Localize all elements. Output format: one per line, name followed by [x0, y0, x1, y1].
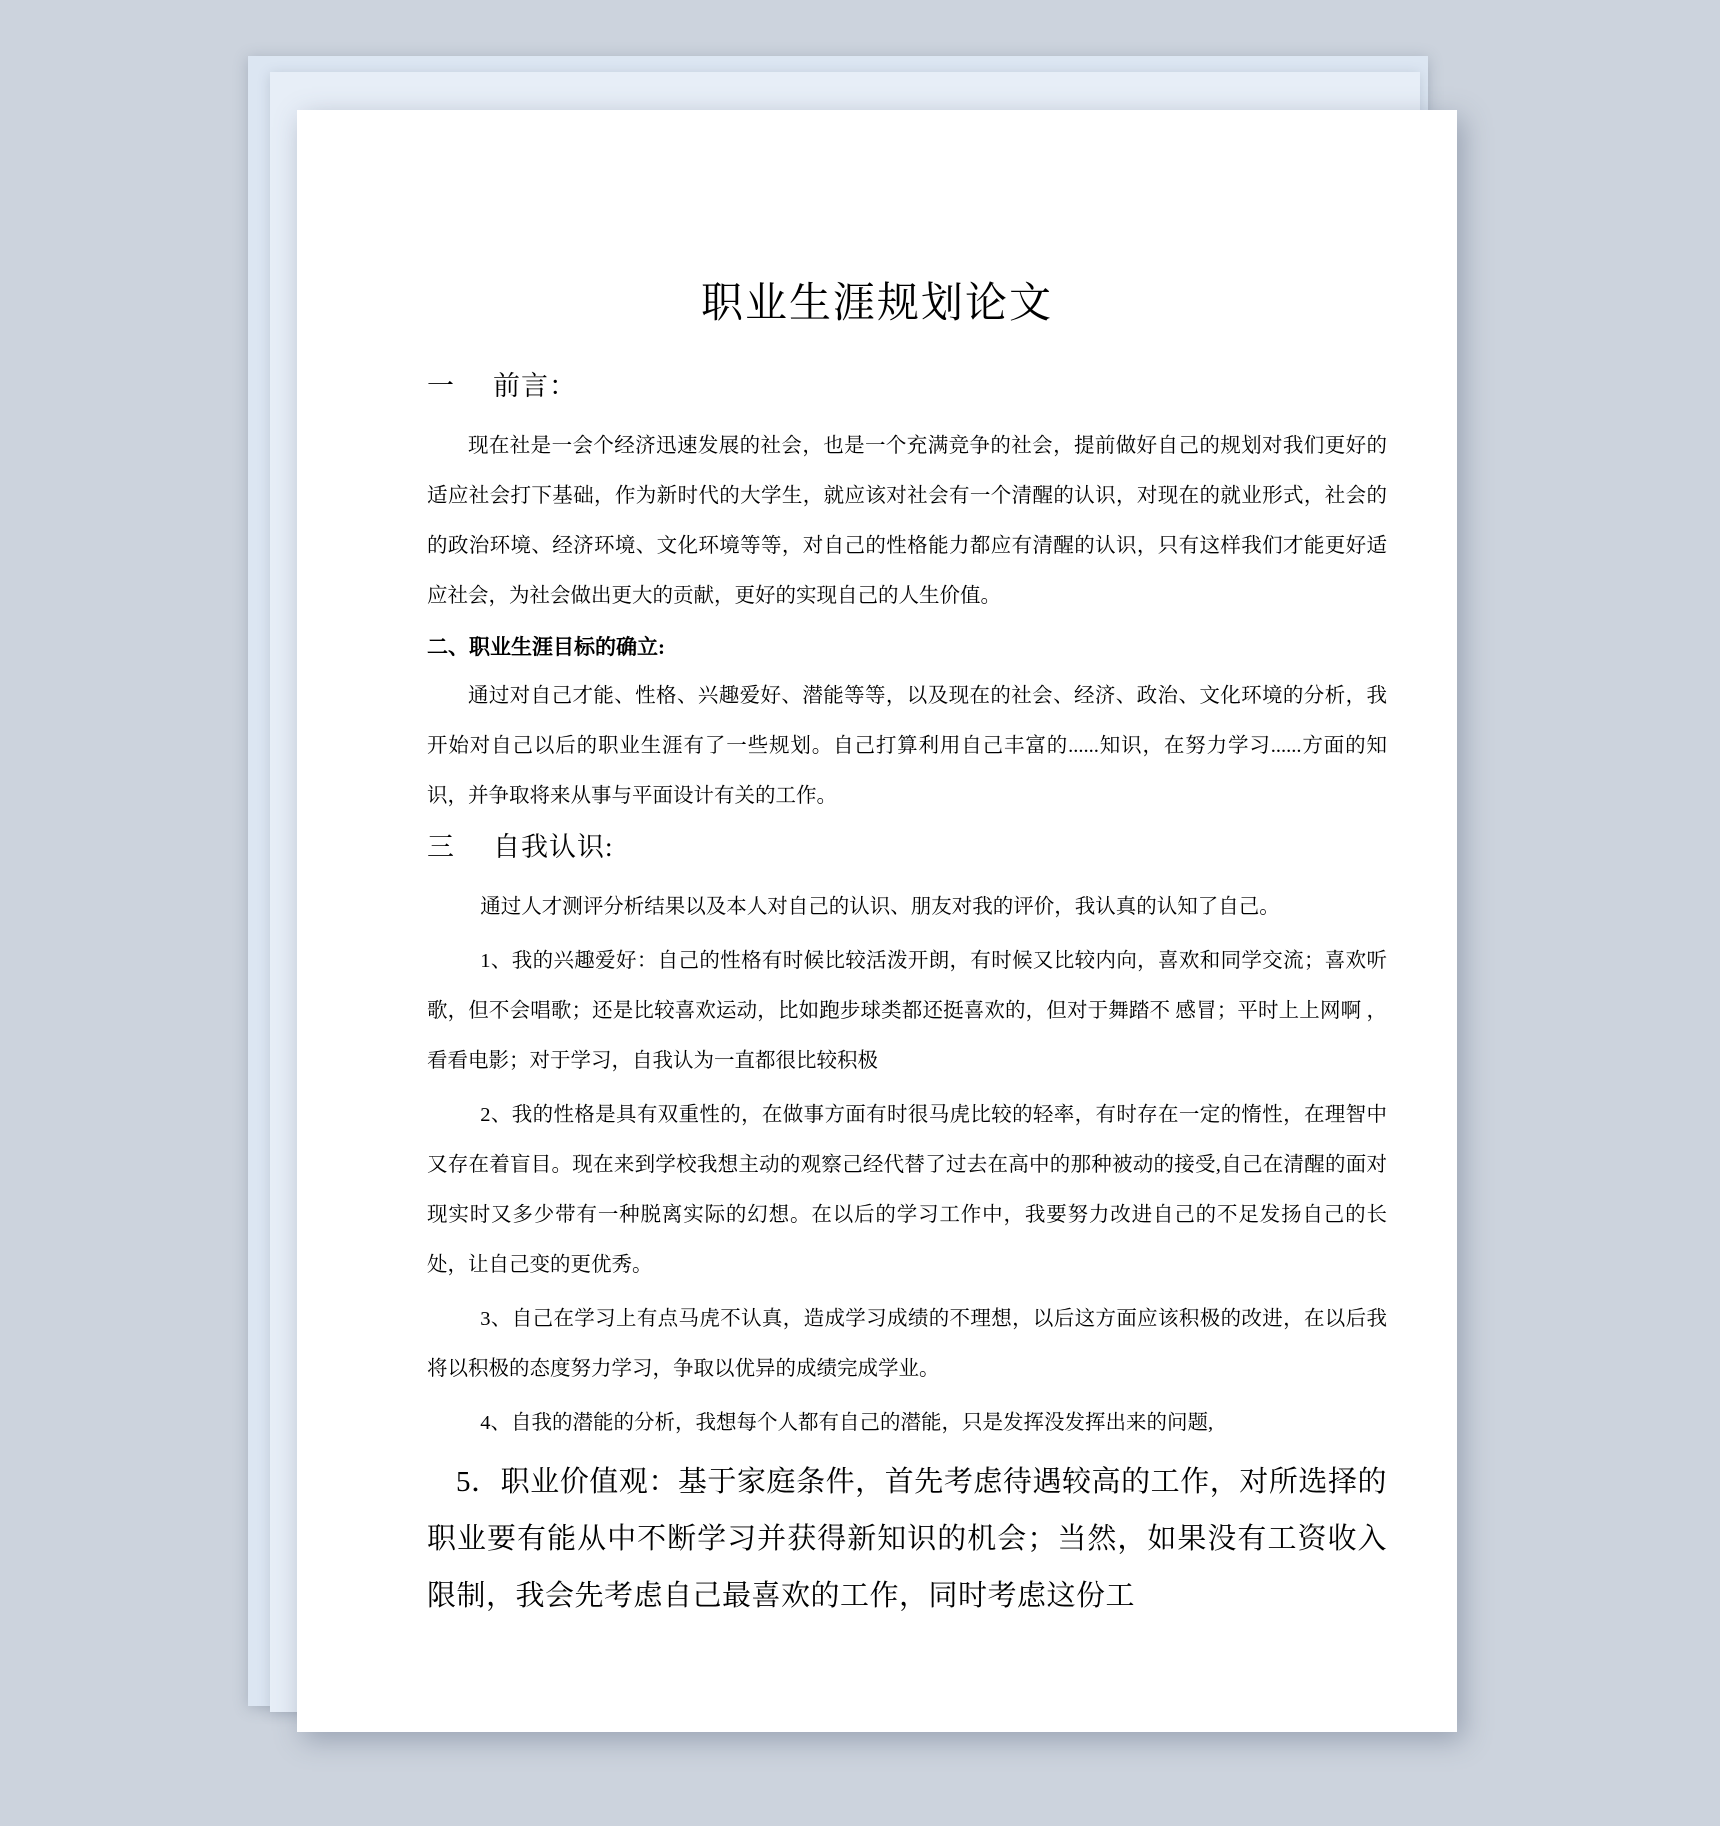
- section-1-heading-number: 一: [427, 371, 455, 401]
- section-3-heading-text: 自我认识:: [493, 832, 614, 862]
- section-1-heading-text: 前言：: [493, 371, 577, 401]
- section-3-paragraph-intro: 通过人才测评分析结果以及本人对自己的认识、朋友对我的评价，我认真的认知了自己。: [480, 896, 1280, 918]
- page-content: [297, 110, 1457, 1732]
- document-title: 职业生涯规划论文: [700, 281, 1053, 327]
- section-1-paragraph-1: 现在社是一会个经济迅速发展的社会，也是一个充满竞争的社会，提前做好自己的规划对我们更好的适应社会打下基础，作为新时代的大学生，就应该对社会有一个清醒的认识，对现在的就业形式，社会的的政治环境、经济环境、文化环境等等，对自己的性格能力都应有清醒的认识，只有这样我们才能更好适应社会，为社会做出更大的贡献，更好的实现自己的人生价值。: [427, 435, 1387, 607]
- document-page: [297, 110, 1457, 1732]
- section-3-item-2: 2、我的性格是具有双重性的，在做事方面有时很马虎比较的轻率，有时存在一定的惰性，在理智中又存在着盲目。现在来到学校我想主动的观察己经代替了过去在高中的那种被动的接受,自己在清醒的面对现实时又多少带有一种脱离实际的幻想。在以后的学习工作中，我要努力改进自己的不足发扬自己的长处，让自己变的更优秀。: [427, 1104, 1387, 1276]
- section-3-item-4: 4、自我的潜能的分析，我想每个人都有自己的潜能，只是发挥没发挥出来的问题,: [480, 1412, 1214, 1434]
- section-3-item-1: 1、我的兴趣爱好：自己的性格有时候比较活泼开朗，有时候又比较内向，喜欢和同学交流；喜欢听歌，但不会唱歌；还是比较喜欢运动，比如跑步球类都还挺喜欢的，但对于舞踏不 感冒；平时上上网啊 ，看看电影；对于学习，自我认为一直都很比较积极: [427, 950, 1387, 1072]
- section-2-heading: 二、职业生涯目标的确立:: [427, 635, 665, 659]
- section-1-heading: [427, 364, 1387, 403]
- section-3-item-5-emphasis: 5．职业价值观：基于家庭条件，首先考虑待遇较高的工作，对所选择的职业要有能从中不断学习并获得新知识的机会；当然，如果没有工资收入限制，我会先考虑自己最喜欢的工作，同时考虑这份工: [427, 1466, 1387, 1612]
- section-2-paragraph-1: 通过对自己才能、性格、兴趣爱好、潜能等等，以及现在的社会、经济、政治、文化环境的分析，我开始对自己以后的职业生涯有了一些规划。自己打算利用自己丰富的......知识，在努力学习......方面的知识，并争取将来从事与平面设计有关的工作。: [427, 685, 1387, 807]
- section-3-item-3: 3、自己在学习上有点马虎不认真，造成学习成绩的不理想，以后这方面应该积极的改进，在以后我将以积极的态度努力学习，争取以优异的成绩完成学业。: [427, 1308, 1387, 1380]
- section-3-heading: [427, 825, 1387, 864]
- section-3-heading-number: 三: [427, 832, 455, 862]
